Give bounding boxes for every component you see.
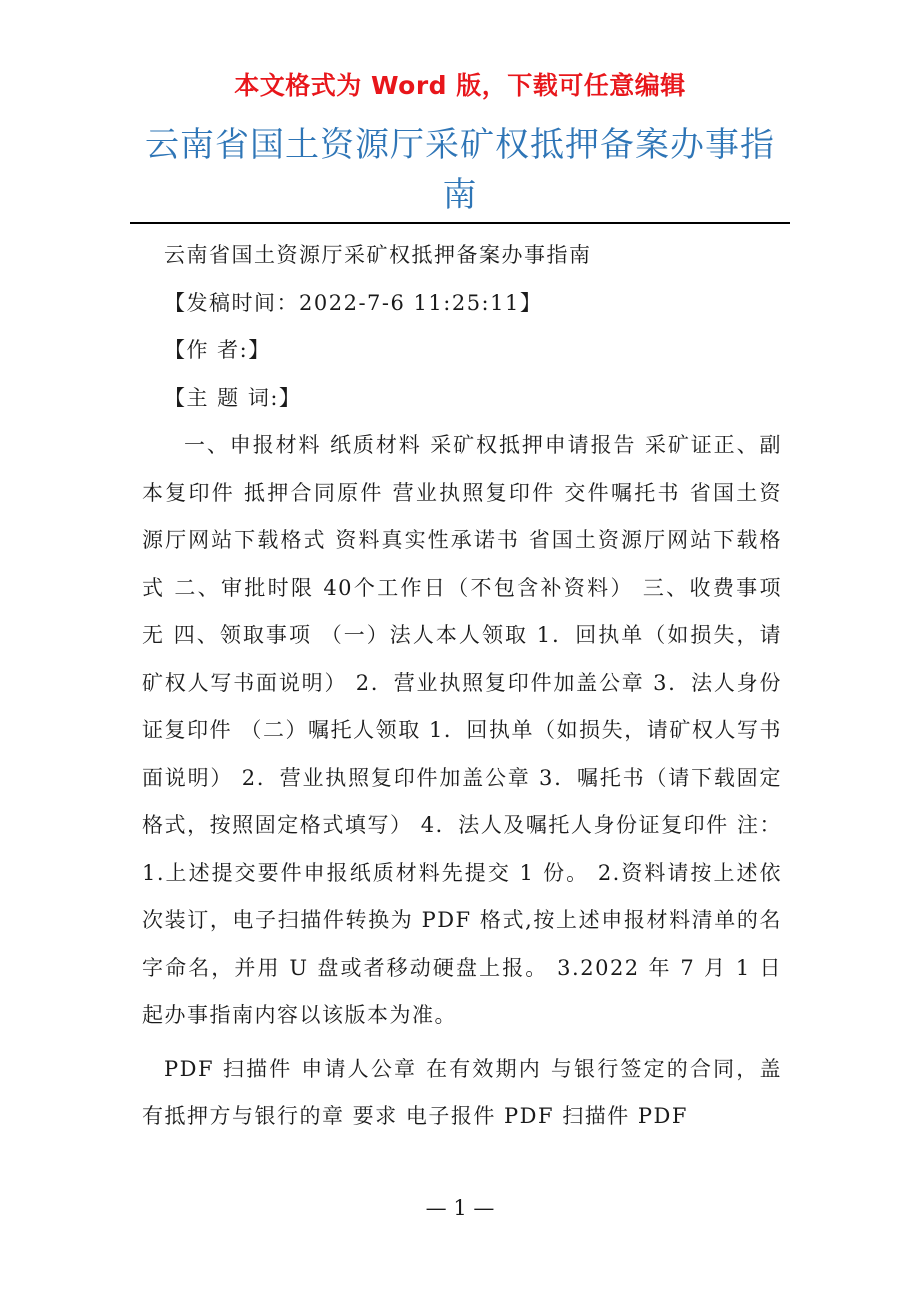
document-title: 云南省国土资源厅采矿权抵押备案办事指南	[145, 125, 775, 215]
document-body	[142, 232, 782, 1141]
body-paragraph-tail: PDF 扫描件 申请人公章 在有效期内 与银行签定的合同，盖有抵押方与银行的章 要求 电子报件 PDF 扫描件 PDF	[142, 1056, 782, 1128]
release-time: 【发稿时间：2022-7-6 11:25:11】	[164, 290, 543, 315]
format-banner: 本文格式为 Word 版，下载可任意编辑	[234, 71, 686, 100]
body-subtitle: 云南省国土资源厅采矿权抵押备案办事指南	[164, 243, 592, 267]
title-divider	[130, 222, 790, 224]
page-number: — 1 —	[425, 1196, 495, 1220]
author-line: 【作 者:】	[164, 338, 271, 362]
body-paragraph: 一、申报材料 纸质材料 采矿权抵押申请报告 采矿证正、副本复印件 抵押合同原件 营业执照复印件 交件嘱托书 省国土资源厅网站下载格式 资料真实性承诺书 省国土资源厅网站下载格式 二、审批时限 40个工作日（不包含补资料） 三、收费事项 无 四、领取事项 （一）法人本人领取 1．回执单（如损失，请矿权人写书面说明） 2．营业执照复印件加盖公章 3．法人身份证复印件 （二）嘱托人领取 1．回执单（如损失，请矿权人写书面说明） 2．营业执照复印件加盖公章 3．嘱托书（请下载固定格式，按照固定格式填写） 4．法人及嘱托人身份证复印件 注：1.上述提交要件申报纸质材料先提交 1 份。 2.资料请按上述依次装订，电子扫描件转换为 PDF 格式,按上述申报材料清单的名字命名，并用 U 盘或者移动硬盘上报。 3.2022 年 7 月 1 日起办事指南内容以该版本为准。	[142, 433, 782, 1027]
keywords-line: 【主 题 词:】	[164, 385, 302, 410]
